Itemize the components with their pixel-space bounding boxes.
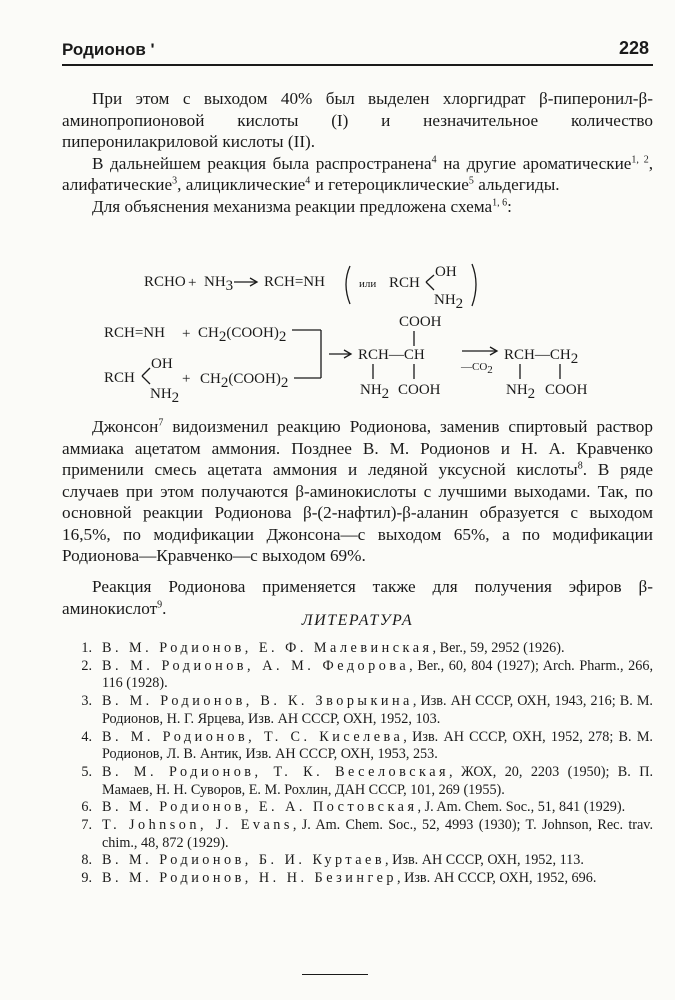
svg-text:+: +: [182, 371, 191, 387]
reference-item: 4. В. М. Родионов, Т. С. Киселева, Изв. АН СССР, ОХН, 1952, 278; В. М. Родионов, Л. В. Антик, Изв. АН СССР, ОХН, 1953, 253.: [81, 728, 653, 763]
scheme-rcho: RCHO: [144, 274, 186, 290]
scheme-rch-2: RCH: [104, 370, 135, 386]
scheme-nh3: NH: [204, 274, 226, 290]
reference-item: 9. В. М. Родионов, Н. Н. Безингер, Изв. АН СССР, ОХН, 1952, 696.: [81, 870, 597, 887]
header-title: Родионов ': [62, 40, 155, 59]
svg-text:+: +: [182, 326, 191, 342]
svg-text:COOH: COOH: [398, 382, 441, 398]
svg-text:NH3: NH3: [204, 274, 234, 294]
scheme-imine-2: RCH=NH: [104, 325, 165, 341]
svg-text:OH: OH: [151, 356, 173, 372]
reference-item: 6. В. М. Родионов, Е. А. Постовская, J. Am. Chem. Soc., 51, 841 (1929).: [81, 799, 626, 816]
scheme-plus-1: +: [188, 275, 197, 291]
scheme-malonic-2: CH2(COOH)2: [200, 371, 289, 391]
scheme-malonic-1: CH2(COOH)2: [198, 325, 287, 345]
reference-item: 3. В. М. Родионов, В. К. Зворыкина, Изв. АН СССР, ОХН, 1943, 216; В. М. Родионов, Н. Г. Ярцева, Изв. АН СССР, ОХН, 1952, 103.: [81, 693, 653, 727]
scheme-oh-1: OH: [435, 264, 457, 280]
literature-heading: ЛИТЕРАТУРА: [301, 612, 414, 629]
reaction-scheme: [96, 260, 656, 410]
scheme-ili: или: [359, 278, 377, 290]
svg-text:NH2: NH2: [434, 292, 464, 312]
paragraph-4: Джонсон$^7$ видоизменил реакцию Родионова, заменив спиртовый раствор аммиака ацетатом аммония. Позднее В. М. Родионов и Н. А. Кравченко применили смесь ацетата аммония и ледяной уксусной кислоты$^8$. В ряде случаев при этом получаются β-аминокислоты с лучшими выходами. Так, по основной реакции Родионова β-(2-нафтил)-β-аланин образуется с выходом 16,5%, по модификации Джонсона—с выходом 65%, а по модификации Родионова—Кравченко—с выходом 69%.: [62, 417, 653, 565]
scheme-minus-co2: —CO2: [461, 361, 493, 376]
svg-text:NH2: NH2: [506, 382, 536, 402]
book-page: [62, 38, 653, 988]
reference-item: 5. В. М. Родионов, Т. К. Веселовская, ЖОХ, 20, 2203 (1950); В. П. Мамаев, Н. Н. Суворов, Е. М. Рохлин, ДАН СССР, 101, 269 (1955).: [81, 763, 654, 798]
svg-text:COOH: COOH: [545, 382, 588, 398]
reference-list: [62, 640, 653, 888]
paragraph-5: Реакция Родионова применяется также для получения эфиров β-аминокислот$^9$.: [62, 577, 653, 618]
end-rule: [302, 974, 368, 975]
reference-item: 7. T. Johnson, J. Evans, J. Am. Chem. Soc., 52, 4993 (1930); T. Johnson, Rec. trav. chim., 48, 872 (1929).: [81, 817, 654, 851]
scheme-cooh-top: COOH: [399, 314, 442, 330]
scheme-product: RCH—CH2: [504, 347, 579, 367]
text-block-top: [62, 88, 653, 217]
scheme-intermediate: RCH—CH: [358, 347, 425, 363]
reference-item: 8. В. М. Родионов, Б. И. Куртаев, Изв. АН СССР, ОХН, 1952, 113.: [81, 852, 584, 869]
svg-text:NH2: NH2: [150, 386, 180, 406]
scheme-paren-left: [346, 266, 350, 304]
page-number: 228: [618, 38, 649, 58]
reference-item: 1. В. М. Родионов, Е. Ф. Малевинская, Ber., 59, 2952 (1926).: [81, 640, 565, 656]
scheme-imine: RCH=NH: [264, 274, 325, 290]
running-header: [62, 38, 653, 66]
svg-text:NH2: NH2: [360, 382, 390, 402]
reference-item: 2. В. М. Родионов, А. М. Федорова, Ber., 60, 804 (1927); Arch. Pharm., 266, 116 (1928).: [81, 657, 653, 692]
scheme-rch-1: RCH: [389, 275, 420, 291]
paragraph-1: При этом с выходом 40% был выделен хлоргидрат β-пиперонил-β-аминопропионовой кислоты (I) и незначительное количество пиперонилакриловой кислоты (II).: [62, 89, 653, 151]
paragraph-3: Для объяснения механизма реакции предложена схема$^{1, 6}$:: [92, 196, 512, 216]
paragraph-2: В дальнейшем реакция была распространена$^4$ на другие ароматические$^{1, 2}$, алифатические$^3$, алициклические$^4$ и гетероциклические$^5$ альдегиды.: [62, 153, 654, 194]
scheme-paren-right: [472, 264, 476, 306]
